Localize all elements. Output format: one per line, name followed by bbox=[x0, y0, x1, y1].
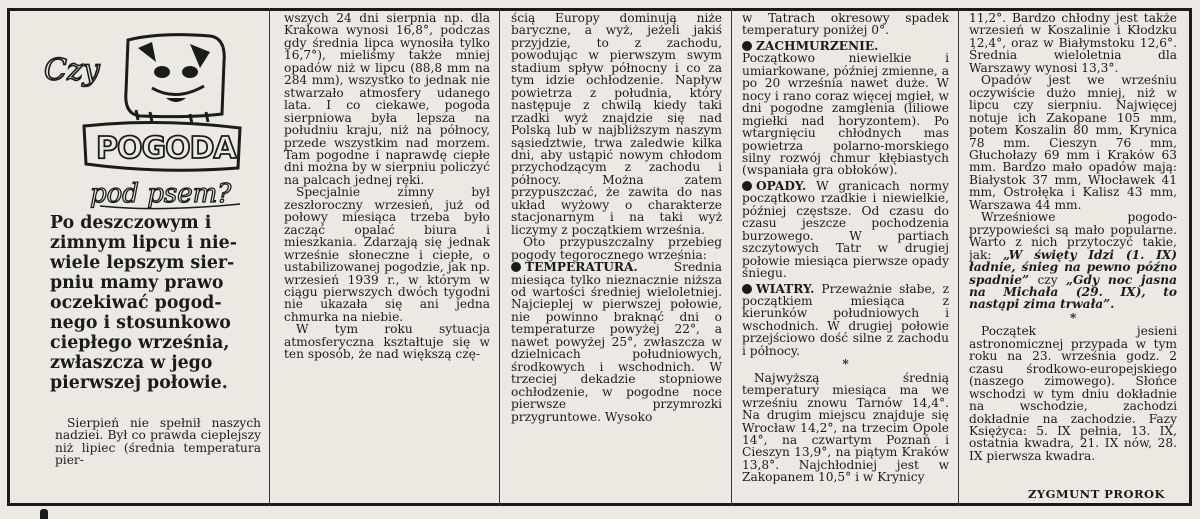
headline-pogoda: POGODA bbox=[96, 131, 236, 166]
paragraph: Najwyższą średnią temperatury miesiąca ma we wrześniu znowu Tarnów 14,4°. Na drugim miejscu znajduje się Wrocław 14,2°, na trzecim Opole 14°, na czwartym Poznań i Cieszyn 13,9°, na piątym Kraków 13,8°. Najchłodniej jest w Zakopanem 10,5° i w Krynicy bbox=[742, 370, 949, 485]
section-heading: WIATRY. bbox=[756, 281, 815, 296]
intro-text bbox=[50, 213, 262, 393]
paragraph: Specjalnie zimny był zeszłoroczny wrzesień, już od połowy miesiąca trzeba było zacząć opalać biura i mieszkania. Zdarzają się jednak wrześnie słoneczne i ciepłe, o ustabilizowanej pogodzie, jak np. wrzesień 1939 r., w którym w ciągu pierwszych dwóch tygodni nie ukazała się ani jedna chmurka na niebie. bbox=[284, 185, 490, 324]
headline-pod-psem: pod psem? bbox=[90, 179, 232, 209]
paragraph: w Tatrach okresowy spadek temperatury poniżej 0°. bbox=[742, 12, 949, 38]
paragraph: Początkowo niewielkie i umiarkowane, później zmienne, a po 20 września nawet duże. W nocy i rano coraz więcej mgieł, w dni pogodne zamglenia (liliowe mgiełki nad horyzontem). Po wtargnięciu chłodnych mas powietrza polarno-morskiego silny rozwój chmur kłębiastych (wspaniała gra obłoków). bbox=[742, 51, 949, 178]
headline-czy bbox=[44, 53, 101, 88]
column-2 bbox=[511, 12, 722, 504]
paragraph: Wrześniowe pogodo-przypowieści są mało popularne. Warto z nich przytoczyć takie, jak: bbox=[969, 210, 1177, 262]
intro-line: ciepłego września, bbox=[50, 333, 230, 353]
intro-line: pierwszej połowie. bbox=[50, 373, 228, 393]
intro-line: zimnym lipcu i nie- bbox=[50, 233, 237, 253]
bullet-icon bbox=[742, 41, 752, 51]
intro-line: pniu mamy prawo bbox=[50, 273, 224, 293]
section-heading: TEMPERATURA. bbox=[525, 260, 638, 275]
bullet-icon bbox=[511, 262, 521, 272]
intro-line: Po deszczowym i bbox=[50, 213, 212, 233]
paragraph: Opadów jest we wrześniu oczywiście dużo mniej, niż w lipcu czy sierpniu. Najwięcej notuje ich Zakopane 105 mm, potem Koszalin 80 mm, Krynica 78 mm. Cieszyn 76 mm, Głuchołazy 69 mm i Kraków 63 mm. Bardzo mało opadów mają: Białystok 37 mm, Włocławek 41 mm, Ostrołęka i Kalisz 43 mm, Warszawa 44 mm. bbox=[969, 73, 1177, 212]
lead-text: Sierpień nie spełnił naszych nadziei. Był co prawda cieplejszy niż lipiec (średnia temperatura pier- bbox=[55, 416, 261, 468]
paragraph: ścią Europy dominują niże baryczne, a wyż, jeżeli jakiś przyjdzie, to z zachodu, powodując w pierwszym swym stadium spływ północny i co za tym idzie ochłodzenie. Napływ powietrza z południa, który następuje z chwilą kiedy taki rzadki wyż znajdzie się nad Polską lub w najbliższym naszym sąsiedztwie, trwa zaledwie kilka dni, aby ustąpić nowym chłodom przychodzącym z zachodu i północy. Można zatem przypuszczać, że zawita do nas układ wyżowy o charakterze stacjonarnym i na taki wyż liczymy z początkiem września. bbox=[511, 12, 722, 237]
paragraph: 11,2°. Bardzo chłodny jest także wrzesień w Koszalinie i Kłodzku 12,4°, oraz w Białymstoku 12,6°. Średnia wieloletnia dla Warszawy wynosi 13,3°. bbox=[969, 12, 1177, 75]
paragraph: W granicach normy początkowo rzadkie i niewielkie, później częstsze. Od czasu do czasu jeszcze pochodzenia burzowego. W partiach szczytowych Tatr w drugiej połowie miesiąca pierwsze opady śniegu. bbox=[742, 178, 949, 281]
section-heading: OPADY. bbox=[756, 178, 807, 193]
column-rule bbox=[731, 8, 732, 506]
intro-line: wiele lepszym sier- bbox=[50, 253, 235, 273]
quote: „Gdy noc jasna na Michała (29. IX), to nastąpi zima trwała”. bbox=[969, 272, 1177, 312]
dog-headline-logo bbox=[40, 22, 260, 212]
author-signature: ZYGMUNT PROROK bbox=[1028, 487, 1166, 501]
column-rule bbox=[269, 8, 270, 506]
section-separator: * bbox=[842, 357, 849, 372]
bullet-icon bbox=[742, 284, 752, 294]
quote: „W święty Idzi (1. IX) ładnie, śnieg na pewno późno spadnie” bbox=[969, 247, 1177, 287]
column-rule bbox=[958, 8, 959, 506]
bullet-icon bbox=[742, 181, 752, 191]
column-1 bbox=[284, 12, 490, 504]
column-4 bbox=[969, 12, 1177, 482]
paragraph: Przeważnie słabe, z początkiem miesiąca z kierunków południowych i wschodnich. W drugiej połowie przejściowo dość silne z zachodu i północy. bbox=[742, 281, 949, 358]
column-rule bbox=[499, 8, 500, 506]
lead-paragraph bbox=[55, 417, 261, 467]
paragraph: Początek jesieni astronomicznej przypada w tym roku na 23. września godz. 2 czasu środkowo-europejskiego (naszego zimowego). Słońce wschodzi w tym dniu dokładnie na wschodzie, zachodzi dokładnie na zachodzie. Fazy Księżyca: 5. IX pełnia, 13. IX, ostatnia kwadra, 21. IX nów, 28. IX pierwsza kwadra. bbox=[969, 324, 1177, 463]
section-separator: * bbox=[1069, 310, 1077, 325]
svg-text:Czy: Czy bbox=[44, 53, 100, 88]
page-corner-mark bbox=[40, 509, 48, 519]
intro-line: zwłaszcza w jego bbox=[50, 353, 213, 373]
paragraph: Średnia miesiąca tylko nieznacznie niższa od wartości średniej wieloletniej. Najcieplej w pierwszej połowie, nie powinno braknąć dni o temperaturze powyżej 22°, a nawet powyżej 25°, zwłaszcza w dzielnicach południowych, środkowych i wschodnich. W trzeciej dekadzie stopniowe ochłodzenie, w pogodne noce pierwsze przymrozki przygruntowe. Wysoko bbox=[511, 260, 722, 424]
paragraph: Oto przypuszczalny przebieg pogody tegorocznego września: bbox=[511, 235, 722, 262]
section-heading: ZACHMURZENIE. bbox=[756, 38, 879, 53]
paragraph: W tym roku sytuacja atmosferyczna kształtuje się w ten sposób, że nad większą czę- bbox=[284, 322, 490, 362]
paragraph: wszych 24 dni sierpnia np. dla Krakowa wynosi 16,8°, podczas gdy średnia lipca wynosiła tylko 16,7°), mieliśmy także mniej opadów niż w lipcu (88,8 mm na 284 mm), wszystko to jednak nie stwarzało atmosfery udanego lata. I co ciekawe, pogoda sierpniowa była lepsza na południu kraju, niż na północy, przede wszystkim nad morzem. Tam pogodne i naprawdę ciepłe dni można by w sierpniu policzyć na palcach jednej ręki. bbox=[284, 12, 490, 187]
intro-line: oczekiwać pogod- bbox=[50, 293, 222, 313]
intro-line: nego i stosunkowo bbox=[50, 313, 231, 333]
paragraph: czy bbox=[1029, 272, 1067, 287]
column-3 bbox=[742, 12, 949, 504]
